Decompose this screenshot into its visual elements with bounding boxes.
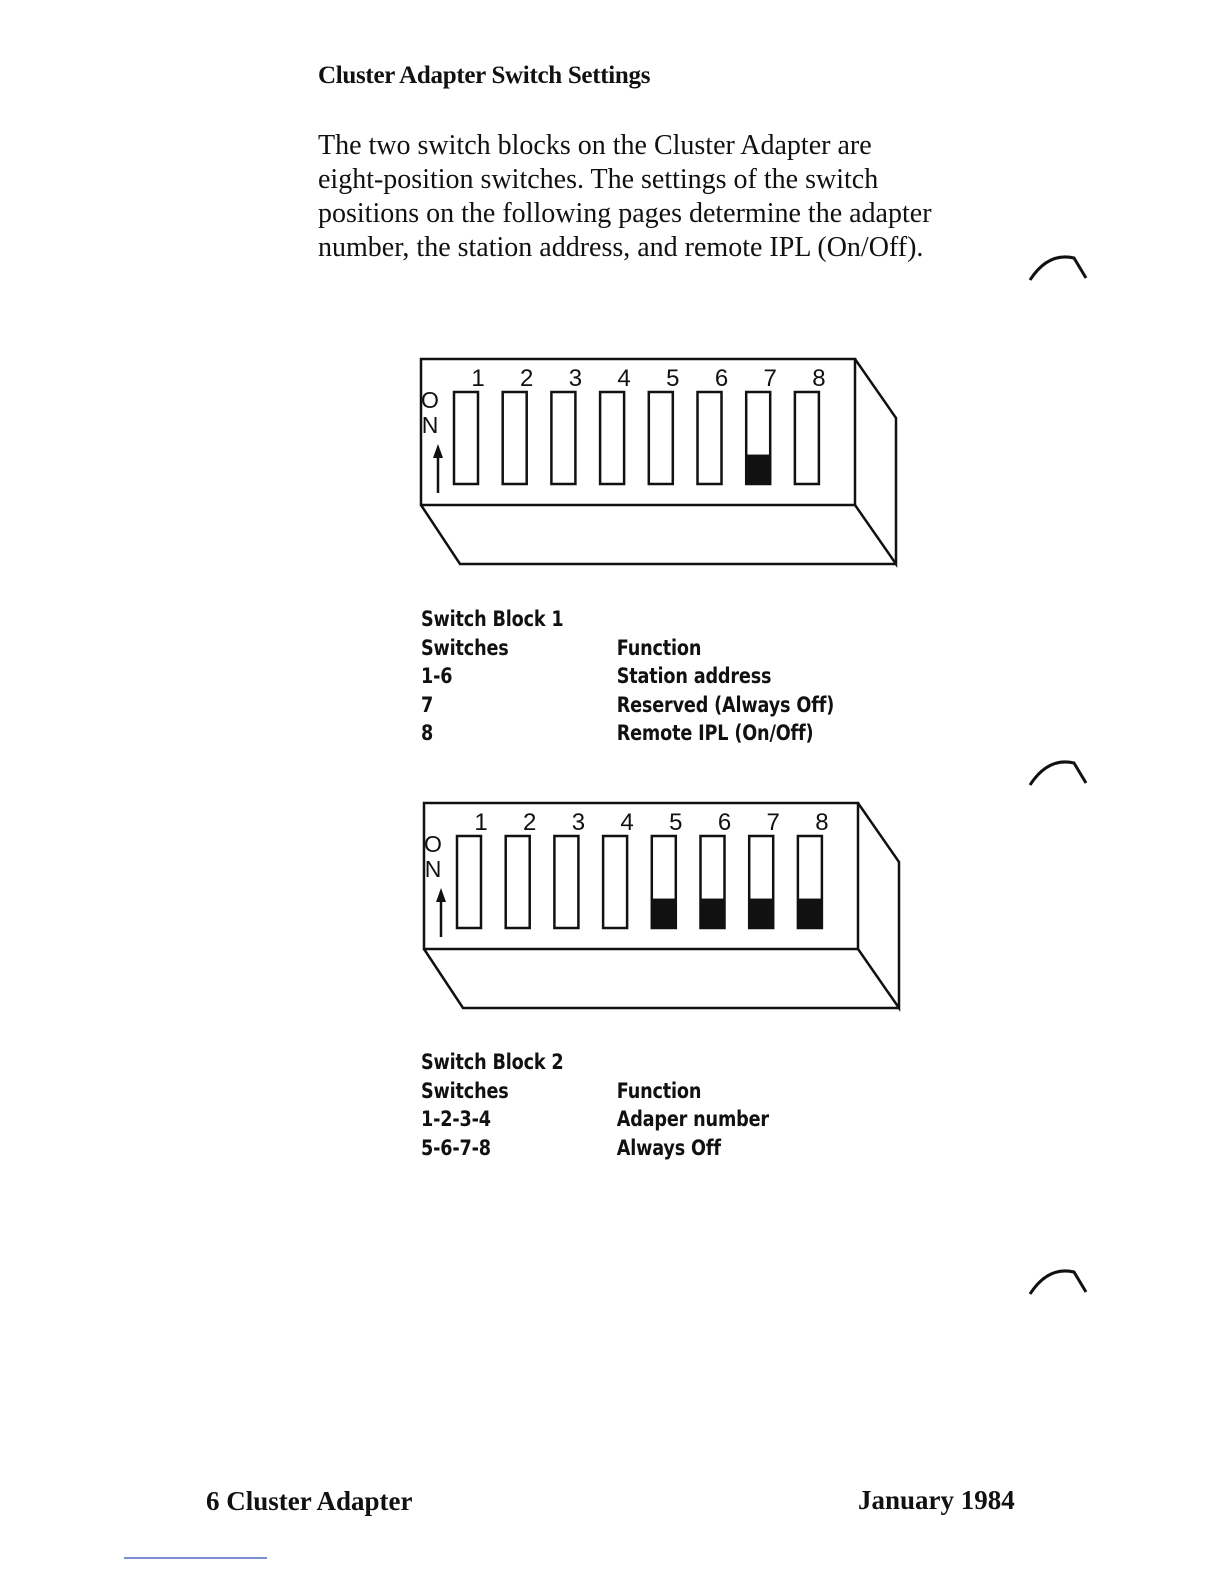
scan-edge-line — [124, 1557, 267, 1559]
switches-cell: 7 — [421, 692, 434, 717]
on-label-o: O — [424, 831, 442, 857]
intro-line: number, the station address, and remote IPL (On/Off). — [318, 232, 924, 263]
section-title: Cluster Adapter Switch Settings — [318, 62, 651, 89]
switch-position-label: 4 — [620, 809, 634, 836]
intro-line: The two switch blocks on the Cluster Adapter are — [318, 130, 872, 161]
margin-arc-mark — [1028, 1266, 1090, 1296]
dip-switch-svg — [421, 800, 921, 1015]
intro-paragraph — [318, 129, 1018, 265]
function-cell: Station address — [616, 664, 772, 688]
switch-block-1-diagram — [418, 356, 918, 571]
dip-switch-slot — [649, 392, 673, 484]
function-header: Function — [616, 1078, 702, 1103]
switch-position-label: 6 — [714, 365, 729, 392]
on-arrow-icon — [436, 888, 446, 937]
switch-housing-bottom — [421, 505, 896, 564]
switch-position-label: 5 — [666, 365, 680, 392]
on-label-o: O — [421, 387, 439, 413]
footer-date: January 1984 — [858, 1485, 1015, 1515]
function-cell: Always Off — [616, 1135, 721, 1160]
switch-position-label: 7 — [766, 809, 780, 836]
on-arrow-icon — [433, 444, 443, 493]
function-cell: Reserved (Always Off) — [616, 692, 835, 717]
switch-position-label: 2 — [520, 365, 534, 392]
margin-arc-mark — [1028, 757, 1090, 787]
switch-position-label: 8 — [812, 365, 826, 392]
on-label-n: N — [424, 856, 442, 882]
dip-switch-off-knob — [701, 899, 725, 928]
switch-position-label: 2 — [523, 809, 537, 836]
switch-housing-side — [858, 803, 899, 1008]
dip-switch-slot — [454, 392, 478, 484]
switch-position-label: 5 — [669, 809, 683, 836]
dip-switch-slot — [600, 392, 624, 484]
dip-switch-off-knob — [652, 899, 676, 928]
dip-switch-slot — [457, 836, 481, 928]
function-cell: Remote IPL (On/Off) — [616, 721, 814, 745]
switch-housing-face — [424, 803, 858, 949]
switch-position-label: 7 — [763, 365, 777, 392]
switches-cell: 1-2-3-4 — [421, 1107, 491, 1131]
margin-arc-mark — [1028, 252, 1090, 282]
switch-block-caption: Switch Block 1 — [421, 607, 564, 631]
function-cell: Adaper number — [616, 1107, 769, 1131]
switch-position-label: 8 — [815, 809, 829, 836]
switch-housing-face — [421, 359, 855, 505]
dip-switch-slot — [551, 392, 575, 484]
switches-cell: 1-6 — [421, 664, 453, 688]
dip-switch-slot — [506, 836, 530, 928]
switch-position-label: 1 — [474, 809, 488, 836]
dip-switch-slot — [554, 836, 578, 928]
intro-line: eight-position switches. The settings of the switch — [318, 164, 879, 195]
switch-housing-bottom — [424, 949, 899, 1008]
switch-position-label: 3 — [571, 809, 586, 836]
footer-page-label: 6 Cluster Adapter — [206, 1486, 413, 1516]
function-header: Function — [616, 635, 702, 660]
switch-housing-side — [855, 359, 896, 564]
switches-cell: 8 — [421, 721, 434, 745]
intro-line: positions on the following pages determine the adapter — [318, 198, 932, 229]
switch-position-label: 1 — [471, 365, 485, 392]
switch-block-caption: Switch Block 2 — [421, 1050, 564, 1074]
dip-switch-slot — [503, 392, 527, 484]
switch-block-2-diagram — [421, 800, 921, 1015]
switches-header: Switches — [421, 1078, 509, 1103]
switch-position-label: 4 — [617, 365, 631, 392]
dip-switch-slot — [603, 836, 627, 928]
dip-switch-off-knob — [746, 455, 770, 484]
switches-cell: 5-6-7-8 — [421, 1135, 491, 1160]
dip-switch-svg — [418, 356, 918, 571]
switches-header: Switches — [421, 635, 509, 660]
dip-switch-off-knob — [798, 899, 822, 928]
switch-position-label: 3 — [568, 365, 583, 392]
dip-switch-slot — [698, 392, 722, 484]
on-label-n: N — [421, 412, 439, 438]
dip-switch-off-knob — [749, 899, 773, 928]
dip-switch-slot — [795, 392, 819, 484]
switch-position-label: 6 — [717, 809, 732, 836]
